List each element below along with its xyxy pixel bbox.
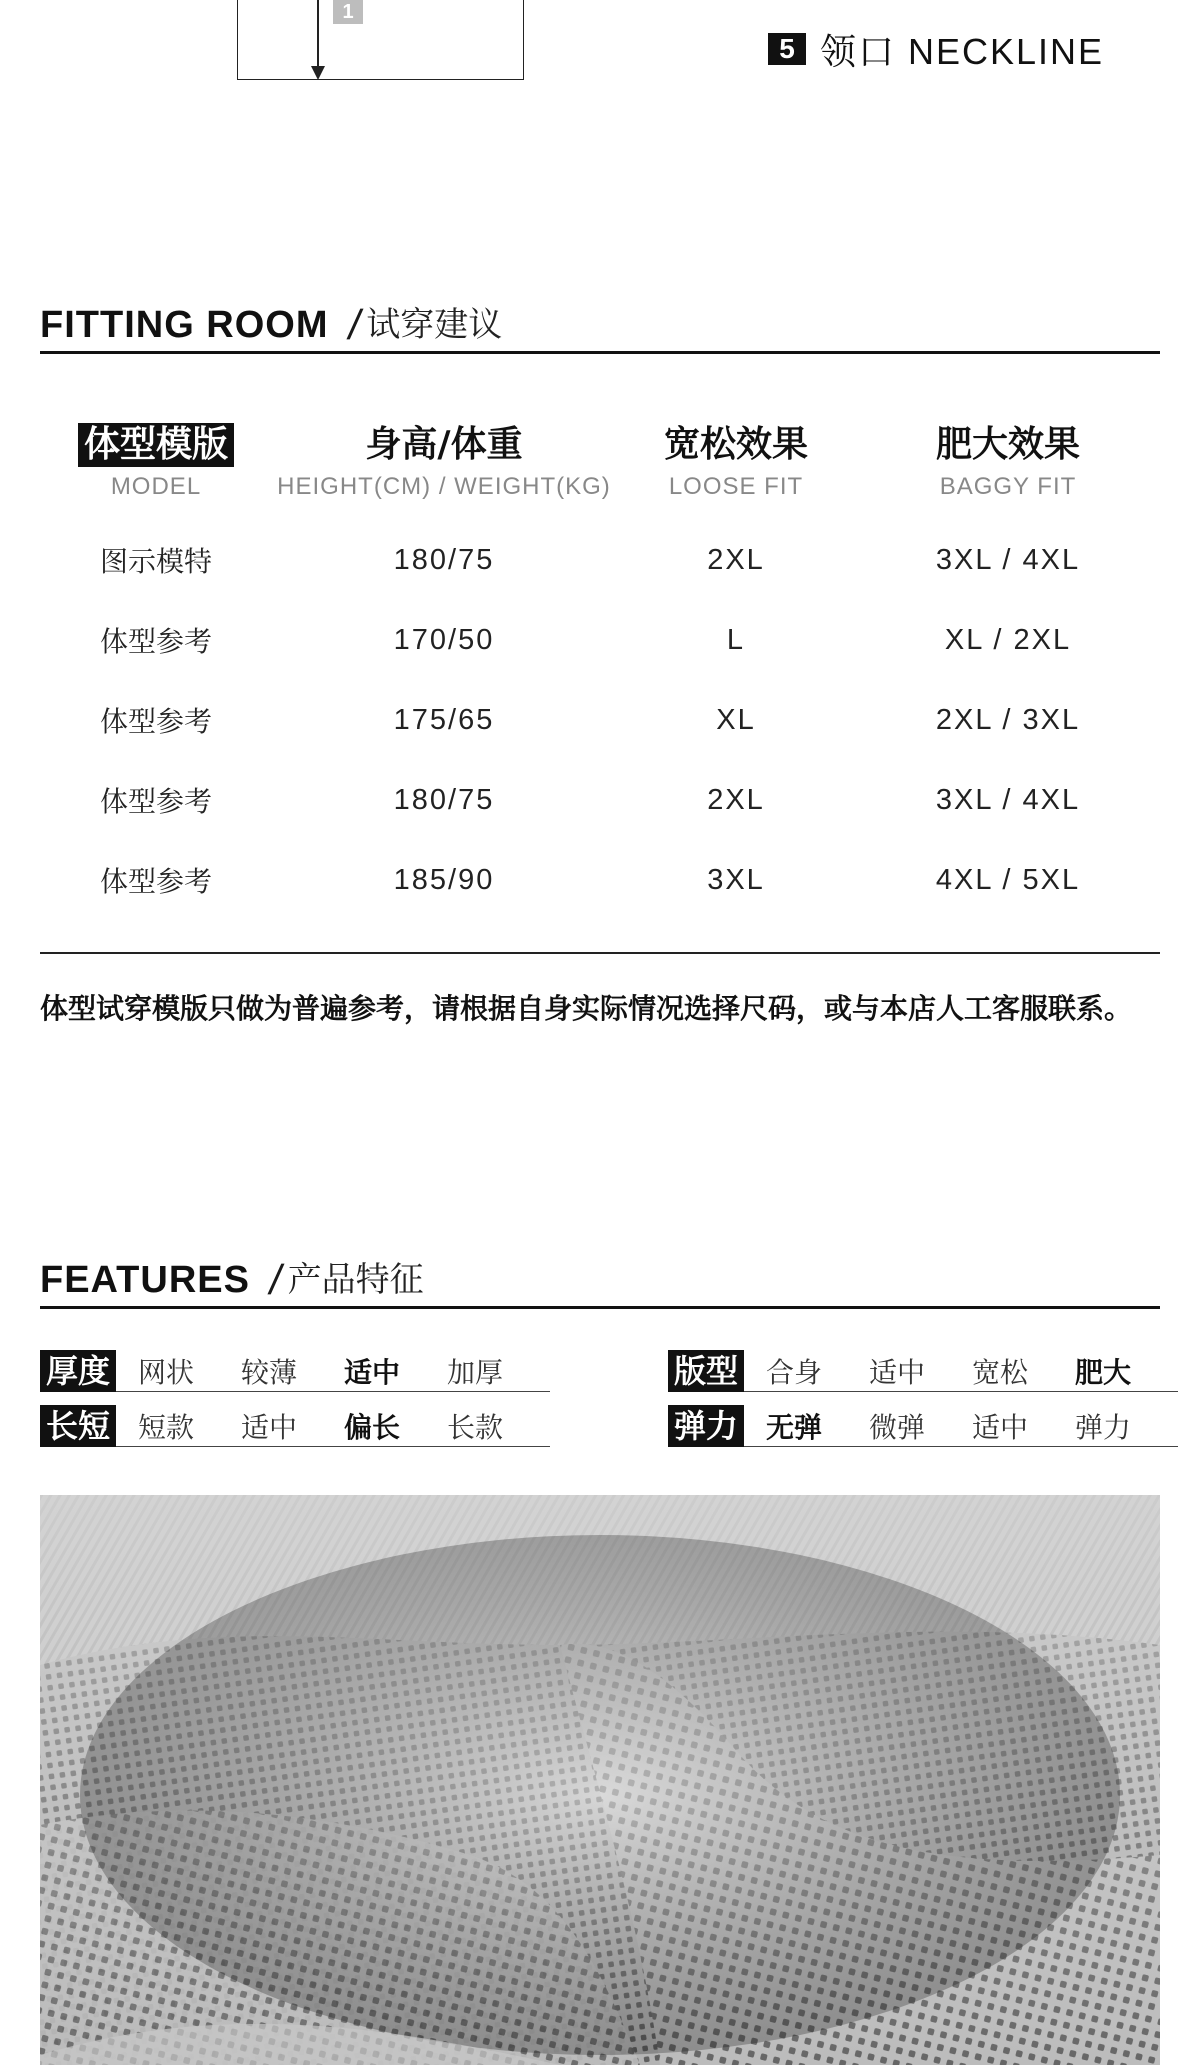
cell-model: 体型参考: [99, 705, 212, 738]
features-header: [40, 1258, 1160, 1309]
feature-option: 适中: [344, 1355, 401, 1389]
feature-option: 宽松: [972, 1355, 1029, 1389]
measure-arrow: [317, 0, 319, 70]
cell-baggy: 3XL / 4XL: [935, 543, 1081, 576]
table-row: [40, 680, 1160, 760]
features-left-column: [40, 1350, 550, 1460]
table-row: [40, 600, 1160, 680]
arrow-head-icon: [311, 66, 325, 80]
header-hw-en: HEIGHT(CM) / WEIGHT(KG): [277, 473, 611, 500]
feature-label: 长短: [40, 1405, 116, 1447]
feature-option: 合身: [766, 1355, 823, 1389]
feature-option: 较薄: [241, 1355, 298, 1389]
cell-baggy: 2XL / 3XL: [935, 703, 1081, 736]
cell-loose: XL: [716, 703, 756, 736]
feature-option: 长款: [447, 1410, 504, 1444]
feature-row-length: [40, 1405, 550, 1447]
neckline-label: 领口 NECKLINE: [820, 30, 1105, 72]
fitting-table: [40, 420, 1160, 920]
cell-loose: L: [726, 623, 746, 656]
table-divider: [40, 952, 1160, 954]
table-header-row: [40, 420, 1160, 520]
feature-option: 加厚: [447, 1355, 504, 1389]
neckline-callout: [768, 30, 1105, 72]
feature-row-fit: [668, 1350, 1178, 1392]
fitting-room-header: [40, 303, 1160, 354]
header-model-en: MODEL: [110, 473, 202, 500]
cell-height-weight: 170/50: [393, 623, 495, 656]
feature-row-stretch: [668, 1405, 1178, 1447]
cell-loose: 3XL: [707, 863, 765, 896]
header-loose-en: LOOSE FIT: [668, 473, 804, 500]
feature-option: 无弹: [766, 1410, 823, 1444]
cell-model: 体型参考: [99, 625, 212, 658]
feature-option: 适中: [972, 1410, 1029, 1444]
fabric-closeup-photo: [40, 1495, 1160, 2065]
header-hw-cn: 身高/体重: [365, 424, 523, 465]
cell-model: 图示模特: [99, 545, 212, 578]
features-title-en: FEATURES: [40, 1259, 250, 1301]
cell-baggy: 4XL / 5XL: [935, 863, 1081, 896]
fabric-texture: [40, 1495, 1160, 2065]
feature-option: 适中: [241, 1410, 298, 1444]
feature-option: 网状: [138, 1355, 195, 1389]
header-height-weight: [272, 420, 616, 520]
garment-diagram-frame: [237, 0, 524, 80]
feature-label: 版型: [668, 1350, 744, 1392]
features-right-column: [668, 1350, 1178, 1460]
cell-baggy: XL / 2XL: [944, 623, 1072, 656]
header-baggy-cn: 肥大效果: [935, 424, 1080, 465]
cell-height-weight: 180/75: [393, 543, 495, 576]
header-model: [40, 420, 272, 520]
fitting-note: 体型试穿模版只做为普遍参考，请根据自身实际情况选择尺码，或与本店人工客服联系。: [40, 992, 1133, 1025]
features-title-cn: 产品特征: [287, 1260, 424, 1300]
table-row: [40, 840, 1160, 920]
cell-model: 体型参考: [99, 865, 212, 898]
features-slash: /: [265, 1256, 286, 1303]
feature-option: 短款: [138, 1410, 195, 1444]
fitting-title-en: FITTING ROOM: [40, 304, 329, 346]
header-loose: [616, 420, 856, 520]
feature-label: 弹力: [668, 1405, 744, 1447]
table-row: [40, 760, 1160, 840]
cell-loose: 2XL: [707, 783, 765, 816]
neckline-number: 5: [768, 33, 806, 65]
feature-option: 适中: [869, 1355, 926, 1389]
cell-height-weight: 180/75: [393, 783, 495, 816]
cell-model: 体型参考: [99, 785, 212, 818]
feature-option: 微弹: [869, 1410, 926, 1444]
header-baggy: [856, 420, 1160, 520]
cell-baggy: 3XL / 4XL: [935, 783, 1081, 816]
header-loose-cn: 宽松效果: [663, 424, 808, 465]
header-baggy-en: BAGGY FIT: [939, 473, 1077, 500]
cell-height-weight: 185/90: [393, 863, 495, 896]
feature-option: 肥大: [1075, 1355, 1132, 1389]
feature-label: 厚度: [40, 1350, 116, 1392]
fitting-slash: /: [344, 301, 365, 348]
feature-row-thickness: [40, 1350, 550, 1392]
fitting-title-cn: 试穿建议: [366, 305, 503, 345]
header-model-cn: 体型模版: [78, 423, 234, 467]
feature-option: 弹力: [1075, 1410, 1132, 1444]
feature-option: 偏长: [344, 1410, 401, 1444]
cell-loose: 2XL: [707, 543, 765, 576]
measure-marker: 1: [333, 0, 363, 24]
cell-height-weight: 175/65: [393, 703, 495, 736]
table-row: [40, 520, 1160, 600]
